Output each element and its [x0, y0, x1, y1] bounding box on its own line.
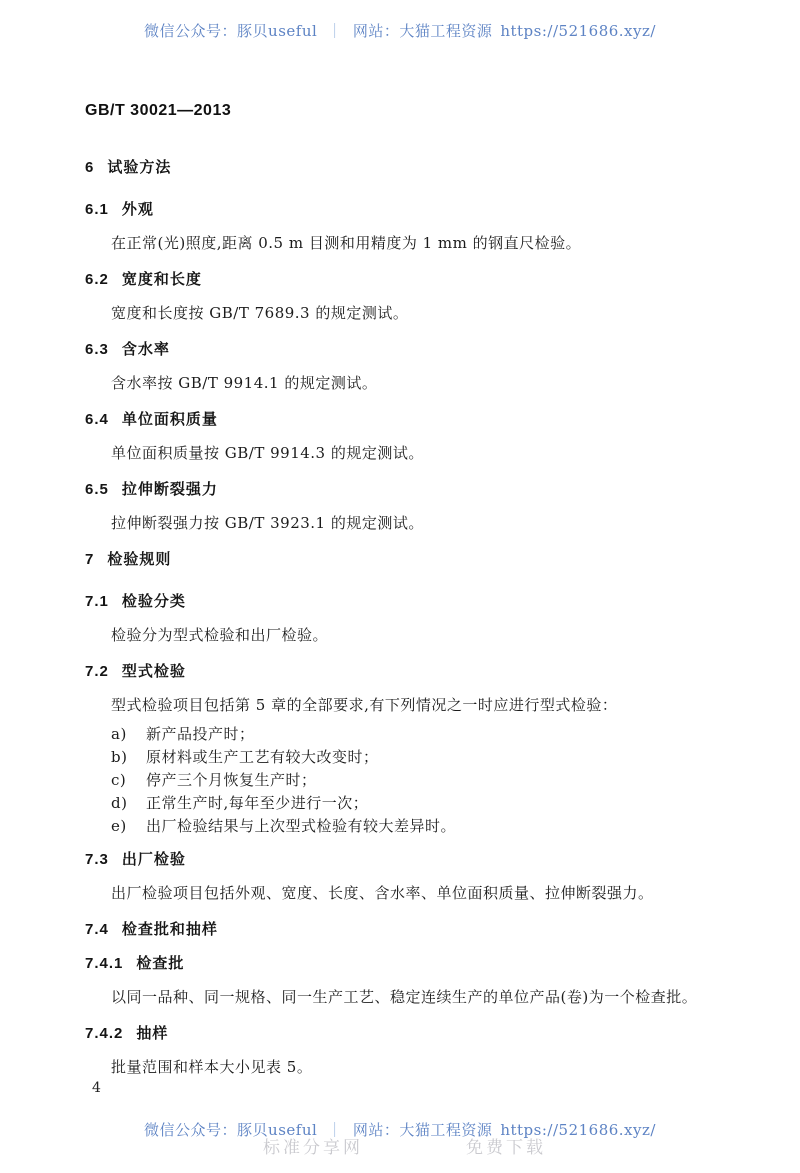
- section-heading: [85, 409, 730, 430]
- list-marker: a): [111, 725, 127, 743]
- watermark-left: 标准分享网: [263, 1138, 363, 1157]
- paragraph: [85, 303, 730, 324]
- paragraph: [85, 883, 730, 904]
- section-number: 6.5: [85, 481, 109, 498]
- block-text: 在正常(光)照度,距离 0.5 m 目测和用精度为 1 mm 的钢直尺检验。: [111, 234, 582, 252]
- paragraph: [85, 443, 730, 464]
- wechat-account-name: 豚贝useful: [237, 22, 318, 40]
- section-number: 7: [85, 551, 95, 568]
- list-item: [85, 770, 730, 791]
- block-text: 型式检验项目包括第 5 章的全部要求,有下列情况之一时应进行型式检验：: [111, 696, 618, 714]
- block-text: 正常生产时,每年至少进行一次；: [146, 794, 369, 812]
- block-text: 出厂检验项目包括外观、宽度、长度、含水率、单位面积质量、拉伸断裂强力。: [111, 884, 654, 902]
- section-heading: [85, 591, 730, 612]
- block-text: 抽样: [136, 1025, 169, 1042]
- block-text: 外观: [121, 201, 154, 218]
- paragraph: [85, 233, 730, 254]
- section-number: 7.4: [85, 921, 109, 938]
- list-item: [85, 747, 730, 768]
- section-heading: [85, 269, 730, 290]
- banner-separator-bar: ｜: [327, 22, 343, 40]
- paragraph: [85, 695, 730, 716]
- section-number: 6.1: [85, 201, 109, 218]
- block-text: 试验方法: [107, 159, 172, 176]
- list-item: [85, 793, 730, 814]
- section-heading: [85, 199, 730, 220]
- block-text: 原材料或生产工艺有较大改变时；: [146, 748, 379, 766]
- list-marker: b): [111, 748, 128, 766]
- list-marker: c): [111, 771, 127, 789]
- block-text: 出厂检验: [121, 851, 186, 868]
- paragraph: [85, 373, 730, 394]
- block-text: 检验分为型式检验和出厂检验。: [111, 626, 329, 644]
- section-number: 6.4: [85, 411, 109, 428]
- block-text: 拉伸断裂强力: [121, 481, 218, 498]
- document-blocks: [85, 157, 730, 1093]
- section-heading: [85, 953, 730, 974]
- block-text: 宽度和长度: [121, 271, 202, 288]
- section-number: 6.3: [85, 341, 109, 358]
- block-text: 新产品投产时；: [146, 725, 255, 743]
- block-text: 停产三个月恢复生产时；: [146, 771, 317, 789]
- section-number: 7.4.2: [85, 1025, 124, 1042]
- watermark-right: 免费下载: [466, 1138, 546, 1157]
- block-text: 检验分类: [121, 593, 186, 610]
- section-number: 7.1: [85, 593, 109, 610]
- header-banner: [0, 20, 800, 41]
- block-text: 型式检验: [121, 663, 186, 680]
- section-number: 7.4.1: [85, 955, 124, 972]
- section-number: 7.2: [85, 663, 109, 680]
- site-name: 大猫工程资源: [399, 22, 493, 40]
- section-number: 7.3: [85, 851, 109, 868]
- wechat-account-name: 豚贝useful: [237, 1121, 318, 1139]
- wechat-label: 微信公众号：: [144, 1121, 238, 1139]
- section-heading: [85, 479, 730, 500]
- section-heading: [85, 157, 730, 178]
- list-marker: d): [111, 794, 128, 812]
- paragraph: [85, 1057, 730, 1078]
- block-text: 检查批和抽样: [121, 921, 218, 938]
- list-marker: e): [111, 817, 127, 835]
- section-heading: [85, 849, 730, 870]
- block-text: 单位面积质量按 GB/T 9914.3 的规定测试。: [111, 444, 424, 462]
- site-url-link[interactable]: https://521686.xyz/: [500, 22, 656, 40]
- block-text: 以同一品种、同一规格、同一生产工艺、稳定连续生产的单位产品(卷)为一个检查批。: [111, 988, 698, 1006]
- block-text: 含水率按 GB/T 9914.1 的规定测试。: [111, 374, 378, 392]
- paragraph: [85, 513, 730, 534]
- block-text: 检验规则: [107, 551, 172, 568]
- block-text: 出厂检验结果与上次型式检验有较大差异时。: [146, 817, 457, 835]
- section-heading: [85, 1023, 730, 1044]
- paragraph: [85, 987, 730, 1008]
- block-text: 批量范围和样本大小见表 5。: [111, 1058, 313, 1076]
- section-number: 6: [85, 159, 95, 176]
- block-text: 宽度和长度按 GB/T 7689.3 的规定测试。: [111, 304, 409, 322]
- standard-number: GB/T 30021—2013: [85, 102, 232, 119]
- block-text: 含水率: [121, 341, 170, 358]
- wechat-label: 微信公众号：: [144, 22, 238, 40]
- block-text: 拉伸断裂强力按 GB/T 3923.1 的规定测试。: [111, 514, 424, 532]
- paragraph: [85, 625, 730, 646]
- section-heading: [85, 919, 730, 940]
- list-item: [85, 724, 730, 745]
- site-label: 网站：: [352, 1121, 400, 1139]
- site-label: 网站：: [352, 22, 400, 40]
- banner-separator-bar: ｜: [327, 1121, 343, 1139]
- section-heading: [85, 661, 730, 682]
- block-text: 单位面积质量: [121, 411, 218, 428]
- page-number: 4: [92, 1080, 101, 1096]
- section-heading: [85, 339, 730, 360]
- footer-banner: [0, 1119, 800, 1140]
- site-name: 大猫工程资源: [399, 1121, 493, 1139]
- site-url-link[interactable]: https://521686.xyz/: [500, 1121, 656, 1139]
- block-text: 检查批: [136, 955, 185, 972]
- section-heading: [85, 549, 730, 570]
- section-number: 6.2: [85, 271, 109, 288]
- list-item: [85, 816, 730, 837]
